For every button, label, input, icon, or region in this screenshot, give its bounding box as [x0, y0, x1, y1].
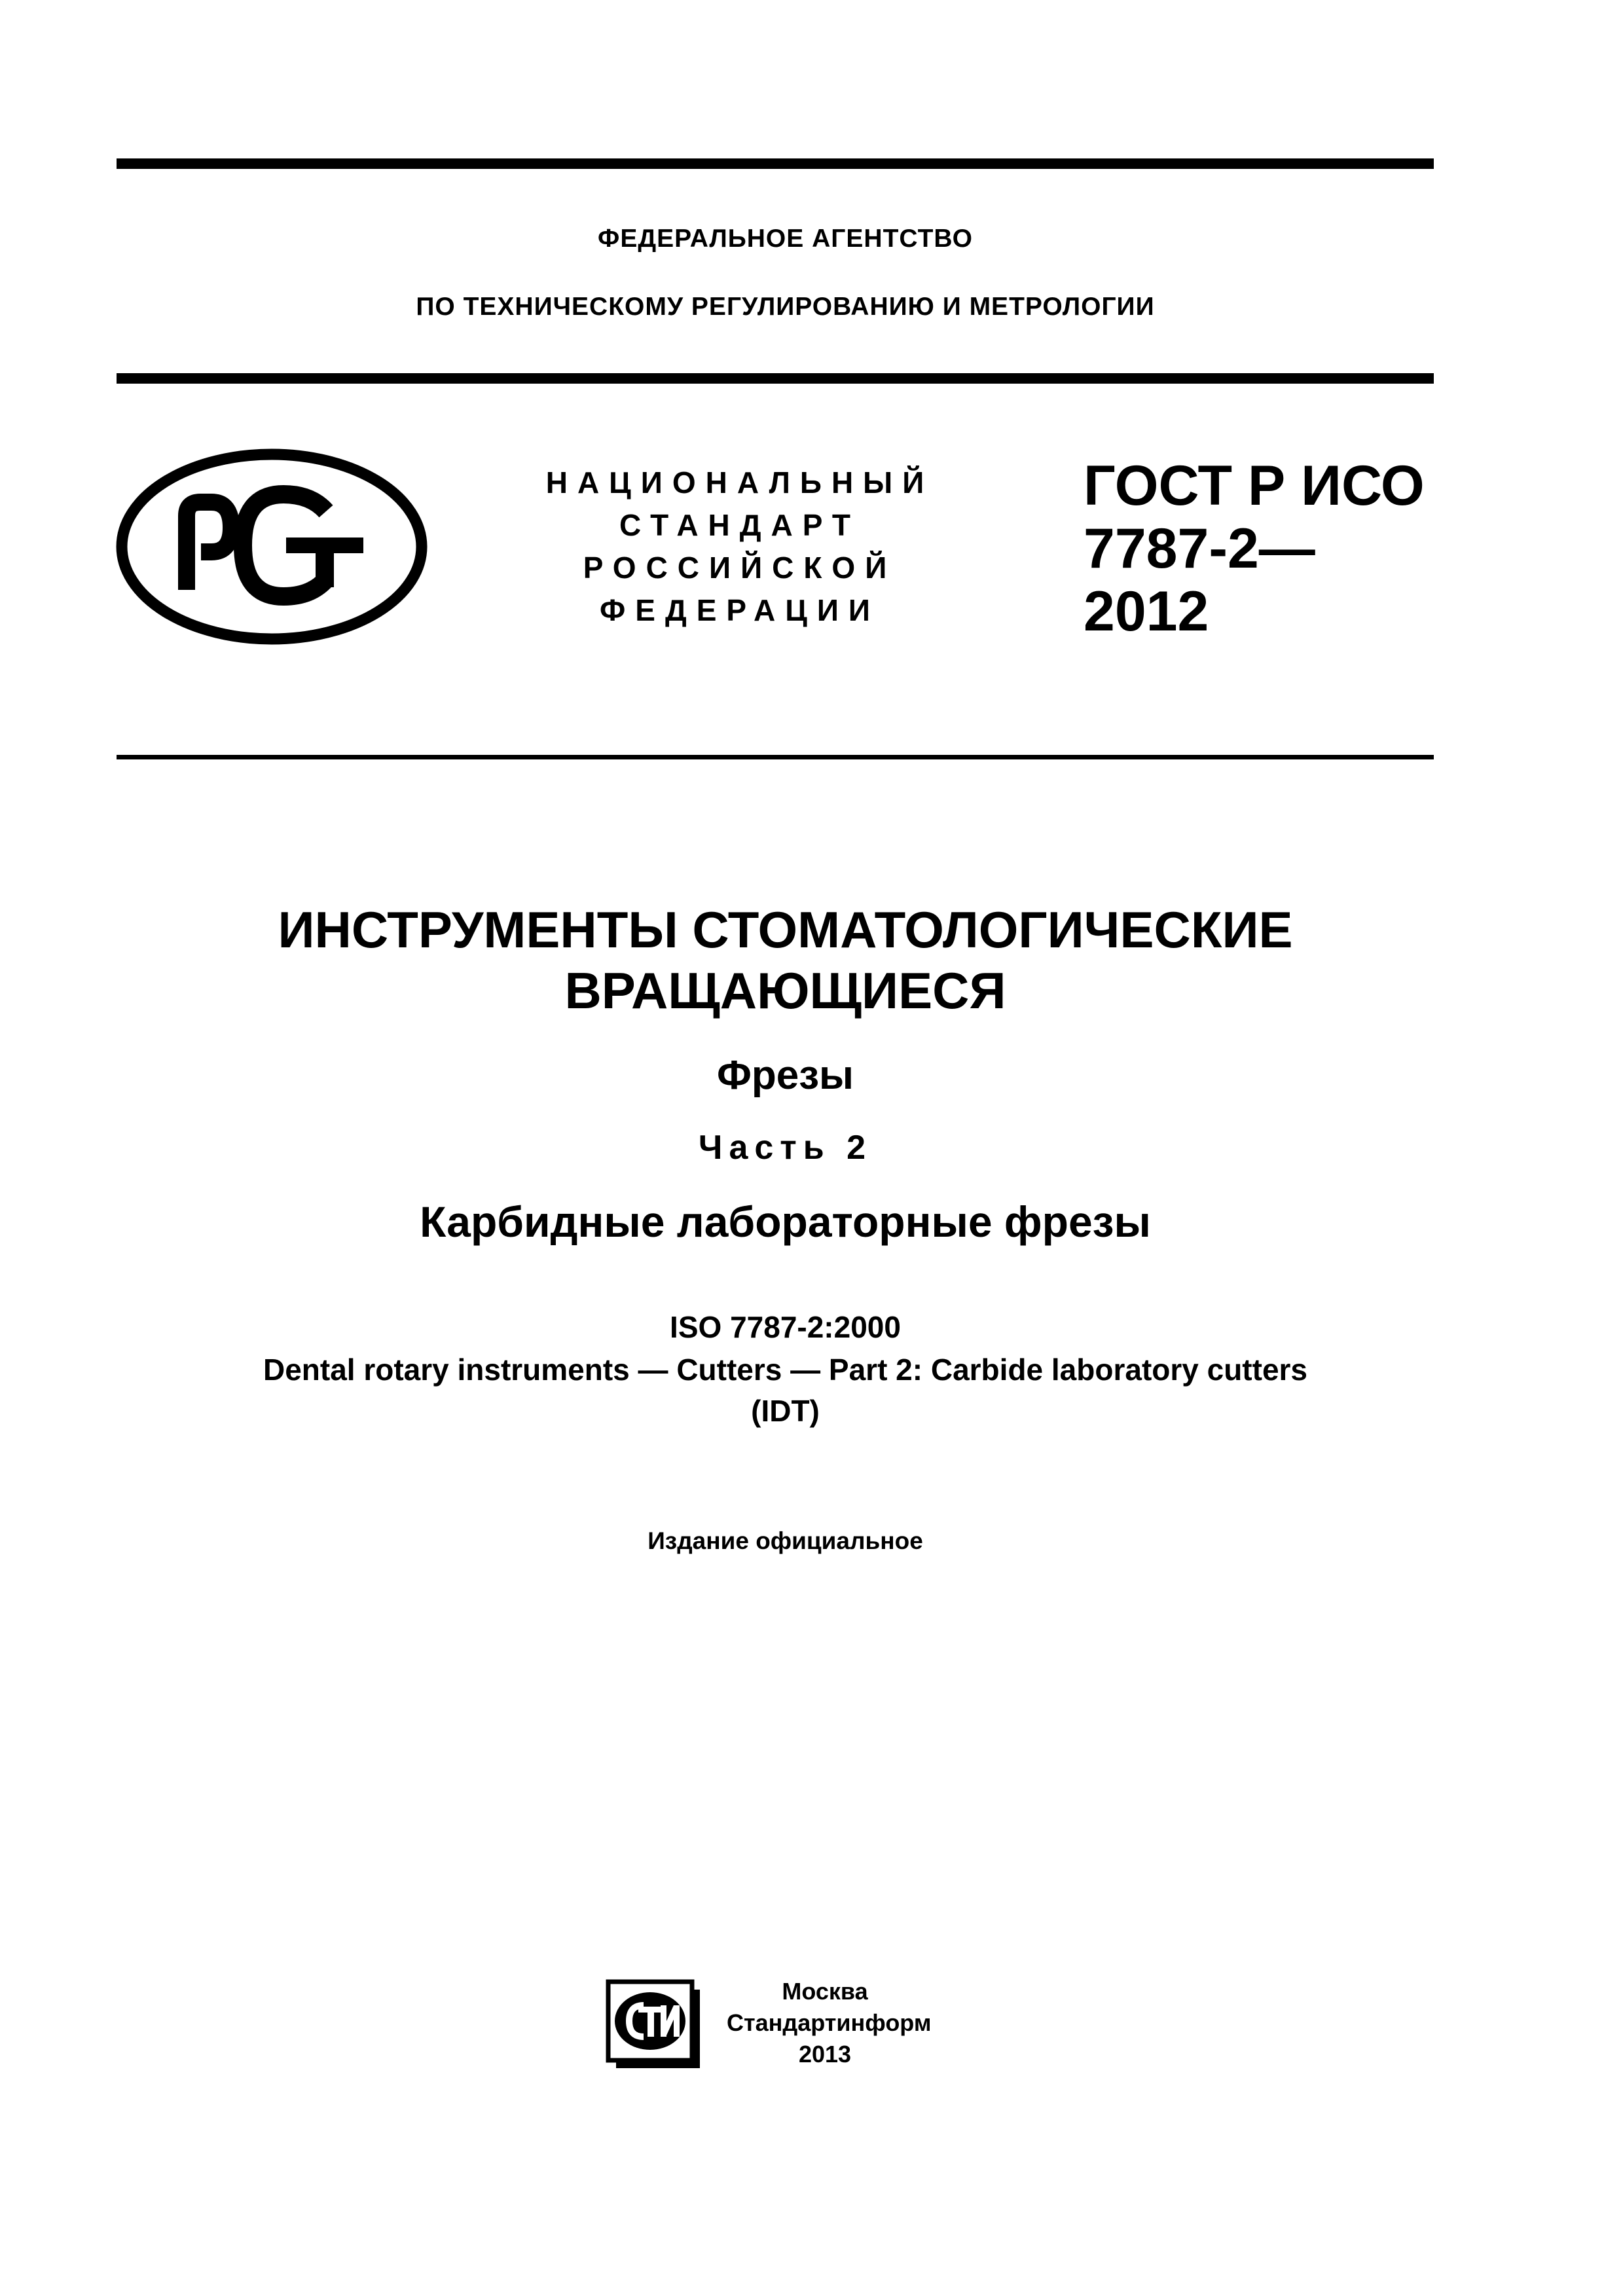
national-standard-line-1: НАЦИОНАЛЬНЫЙ: [545, 465, 934, 500]
document-title-line-2: ВРАЩАЮЩИЕСЯ: [564, 962, 1006, 1019]
document-title-line-1: ИНСТРУМЕНТЫ СТОМАТОЛОГИЧЕСКИЕ: [278, 901, 1293, 958]
publisher-block: [727, 1976, 932, 2070]
document-subtitle: Фрезы: [716, 1053, 854, 1098]
agency-line-1: ФЕДЕРАЛЬНОЕ АГЕНТСТВО: [598, 225, 973, 253]
national-standard-line-4: ФЕДЕРАЦИИ: [600, 593, 880, 627]
part-name: Карбидные лабораторные фрезы: [420, 1197, 1151, 1246]
iso-reference-title: Dental rotary instruments — Cutters — Part 2: Carbide laboratory cutters: [263, 1353, 1308, 1387]
standartinform-logo-icon: [606, 1979, 702, 2071]
national-standard-line-3: РОССИЙСКОЙ: [583, 551, 897, 585]
standard-designation: [1084, 454, 1425, 643]
national-standard-label: [511, 462, 969, 632]
top-rule: [117, 158, 1434, 169]
national-standard-line-2: СТАНДАРТ: [619, 508, 860, 542]
rst-certification-mark-icon: [115, 447, 429, 646]
edition-note: Издание официальное: [647, 1527, 923, 1554]
publisher-name: Стандартинформ: [727, 2009, 932, 2036]
designation-line-1: ГОСТ Р ИСО: [1084, 454, 1425, 517]
iso-reference-code: ISO 7787-2:2000: [670, 1310, 901, 1344]
publisher-city: Москва: [782, 1978, 868, 2005]
part-number: Часть 2: [698, 1129, 873, 1167]
agency-line-2: ПО ТЕХНИЧЕСКОМУ РЕГУЛИРОВАНИЮ И МЕТРОЛОГИИ: [416, 293, 1155, 321]
iso-equivalence: (IDT): [751, 1394, 820, 1428]
middle-rule: [117, 373, 1434, 384]
designation-line-3: 2012: [1084, 580, 1209, 643]
publisher-year: 2013: [798, 2041, 852, 2068]
designation-line-2: 7787-2—: [1084, 517, 1315, 580]
lower-rule: [117, 755, 1434, 759]
